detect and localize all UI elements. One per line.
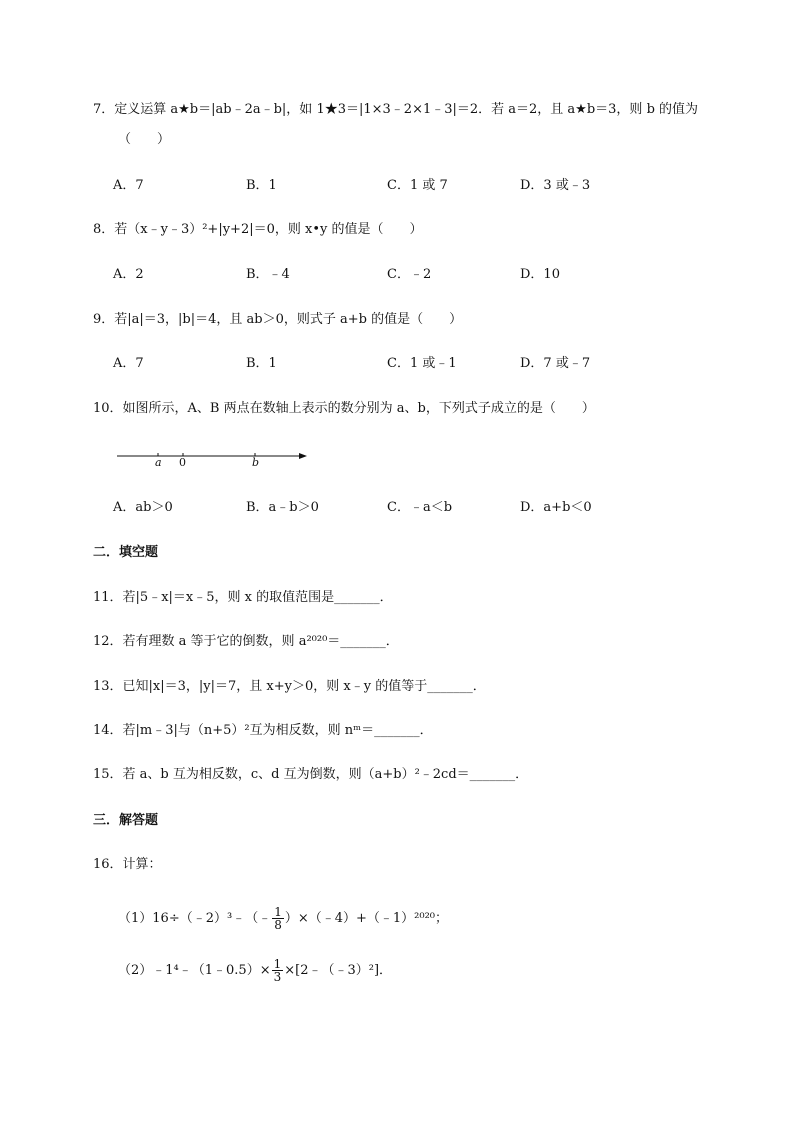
q8-option-d: D．10 xyxy=(520,267,560,282)
q7-option-a: A．7 xyxy=(113,178,144,193)
number-line-label-0: 0 xyxy=(179,456,186,469)
number-line-label-a: a xyxy=(155,456,162,469)
q10-option-d: D．a+b＜0 xyxy=(520,500,592,515)
q13: 13．已知|x|＝3，|y|＝7，且 x+y＞0，则 x﹣y 的值等于_______． xyxy=(93,679,486,694)
q8-stem: 8．若（x﹣y﹣3）²+|y+2|＝0，则 x•y 的值是（ ） xyxy=(93,222,423,237)
q16-part2-frac-den: 3 xyxy=(273,970,282,984)
number-line-figure xyxy=(117,445,317,475)
q16-part1-frac-den: 8 xyxy=(274,918,282,932)
q8-option-a: A．2 xyxy=(113,267,144,282)
q10-option-c: C．﹣a＜b xyxy=(387,500,453,515)
q16-part1-before: （1）16÷（﹣2）³﹣（﹣ xyxy=(118,911,272,926)
q16-part2 xyxy=(118,958,392,983)
q9-option-b: B．1 xyxy=(246,356,277,371)
section-solve-heading: 三．解答题 xyxy=(93,813,159,828)
q16-part2-before: （2）﹣1⁴﹣（1﹣0.5）× xyxy=(118,963,271,978)
q14: 14．若|m﹣3|与（n+5）²互为相反数，则 nᵐ＝_______． xyxy=(93,723,433,738)
q7-stem-line2: （ ） xyxy=(118,132,171,147)
section-fill-in-heading: 二．填空题 xyxy=(93,545,159,560)
q16-part2-after: ×[2﹣（﹣3）²]． xyxy=(284,963,393,978)
q9-option-c: C．1 或﹣1 xyxy=(387,356,457,371)
q9-stem: 9．若|a|＝3，|b|＝4，且 ab＞0，则式子 a+b 的值是（ ） xyxy=(93,312,463,327)
q7-option-d: D．3 或﹣3 xyxy=(520,178,591,193)
q16-part1 xyxy=(118,906,448,931)
number-line-svg xyxy=(117,445,317,475)
number-line-arrow-icon xyxy=(299,453,307,459)
q10-option-a: A．ab＞0 xyxy=(113,500,173,515)
q7-option-c: C．1 或 7 xyxy=(387,178,448,193)
number-line-label-b: b xyxy=(252,456,260,469)
q7-stem-line1: 7．定义运算 a★b＝|ab﹣2a﹣b|，如 1★3＝|1×3﹣2×1﹣3|＝2．若 a＝2，且 a★b＝3，则 b 的值为 xyxy=(93,102,699,117)
q16-part2-frac-num: 1 xyxy=(273,957,282,971)
q7-option-b: B．1 xyxy=(246,178,277,193)
q16-part2-fraction xyxy=(272,958,284,983)
q16-part1-after: ）×（﹣4）+（﹣1）²⁰²⁰； xyxy=(284,911,449,926)
q10-option-b: B．a﹣b＞0 xyxy=(246,500,319,515)
q16-part1-frac-num: 1 xyxy=(274,905,282,919)
q11: 11．若|5﹣x|＝x﹣5，则 x 的取值范围是_______． xyxy=(93,590,393,605)
q16-part1-fraction xyxy=(272,906,284,931)
q10-stem: 10．如图所示，A、B 两点在数轴上表示的数分别为 a、b，下列式子成立的是（ ） xyxy=(93,401,595,416)
q8-option-b: B．﹣4 xyxy=(246,267,290,282)
q12: 12．若有理数 a 等于它的倒数，则 a²⁰²⁰＝_______． xyxy=(93,634,399,649)
q9-option-d: D．7 或﹣7 xyxy=(520,356,591,371)
q8-option-c: C．﹣2 xyxy=(387,267,432,282)
q16-stem: 16．计算： xyxy=(93,857,162,872)
q9-option-a: A．7 xyxy=(113,356,144,371)
q15: 15．若 a、b 互为相反数，c、d 互为倒数，则（a+b）²﹣2cd＝_______． xyxy=(93,767,529,782)
